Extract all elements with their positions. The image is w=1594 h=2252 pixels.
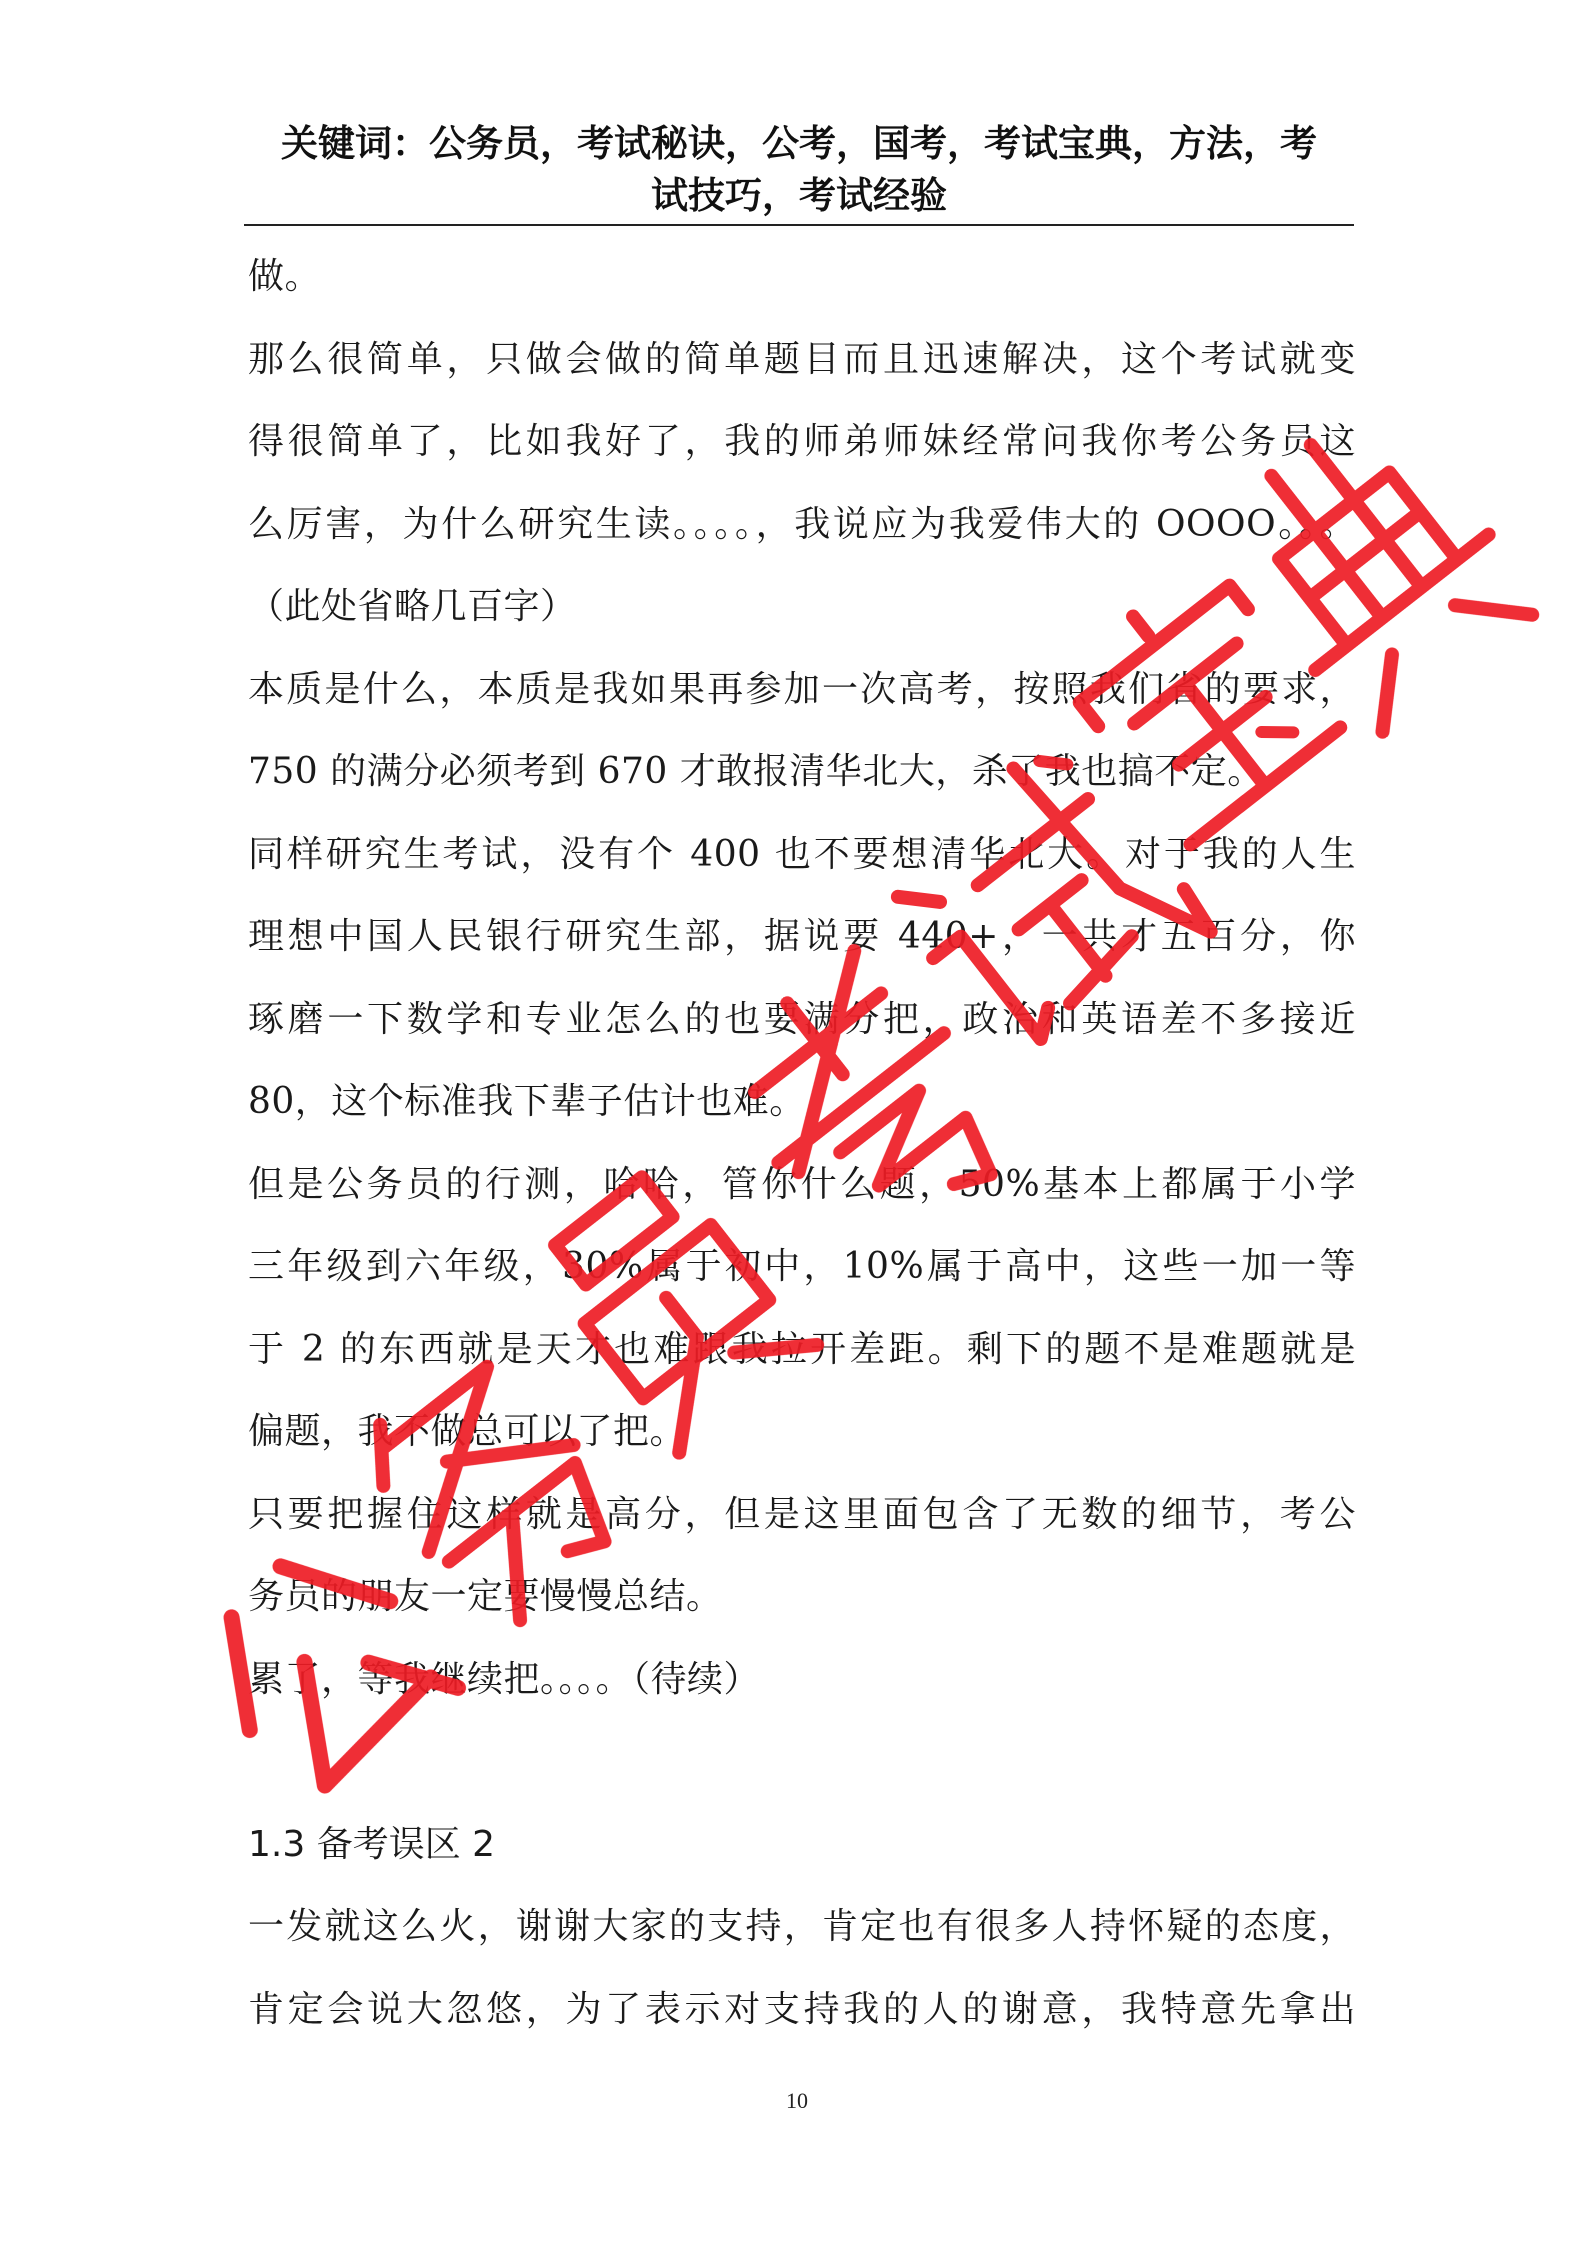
text-line: 但是公务员的行测，哈哈，管你什么题，50%基本上都属于小学 <box>248 1163 1356 1205</box>
text-line: 同样研究生考试，没有个 400 也不要想清华北大。对于我的人生 <box>248 833 1356 875</box>
text-line: 那么很简单，只做会做的简单题目而且迅速解决，这个考试就变 <box>248 338 1356 380</box>
page-header <box>244 118 1354 222</box>
text-line: 偏题，我不做总可以了把。 <box>248 1411 687 1452</box>
text-line: 肯定会说大忽悠，为了表示对支持我的人的谢意，我特意先拿出 <box>248 1988 1356 2030</box>
blank-line <box>248 1721 1356 1804</box>
header-keywords-line-2: 试技巧，考试经验 <box>651 174 947 217</box>
text-line: 做。 <box>248 256 322 297</box>
text-line: 750 的满分必须考到 670 才敢报清华北大，杀了我也搞不定。 <box>248 751 1264 792</box>
document-body <box>248 236 1356 2051</box>
text-line: 一发就这么火，谢谢大家的支持，肯定也有很多人持怀疑的态度， <box>248 1906 1356 1947</box>
text-line: 琢磨一下数学和专业怎么的也要满分把，政治和英语差不多接近 <box>248 998 1356 1040</box>
header-divider <box>244 224 1354 226</box>
text-line: 累了，等我继续把。。。。（待续） <box>248 1658 761 1700</box>
header-keywords-line-1: 关键词：公务员，考试秘诀，公考，国考，考试宝典，方法，考 <box>281 122 1317 165</box>
text-line: 理想中国人民银行研究生部，据说要 440+，一共才五百分，你 <box>248 916 1356 957</box>
section-heading: 1.3 备考误区 2 <box>248 1823 496 1865</box>
text-line: 三年级到六年级，30%属于初中，10%属于高中，这些一加一等 <box>248 1246 1356 1287</box>
text-line: 80，这个标准我下辈子估计也难。 <box>248 1081 806 1122</box>
text-line: 于 2 的东西就是天才也难跟我拉开差距。剩下的题不是难题就是 <box>248 1328 1356 1370</box>
page-number: 10 <box>786 2088 808 2113</box>
text-line: 得很简单了，比如我好了，我的师弟师妹经常问我你考公务员这 <box>248 421 1356 462</box>
text-line: 么厉害，为什么研究生读。。。。，我说应为我爱伟大的 OOOO。。。 <box>248 503 1356 545</box>
text-line: 本质是什么，本质是我如果再参加一次高考，按照我们省的要求， <box>248 668 1356 710</box>
text-line: 只要把握住这样就是高分，但是这里面包含了无数的细节，考公 <box>248 1493 1356 1535</box>
text-line: 务员的朋友一定要慢慢总结。 <box>248 1576 723 1617</box>
text-line: （此处省略几百字） <box>248 586 577 627</box>
